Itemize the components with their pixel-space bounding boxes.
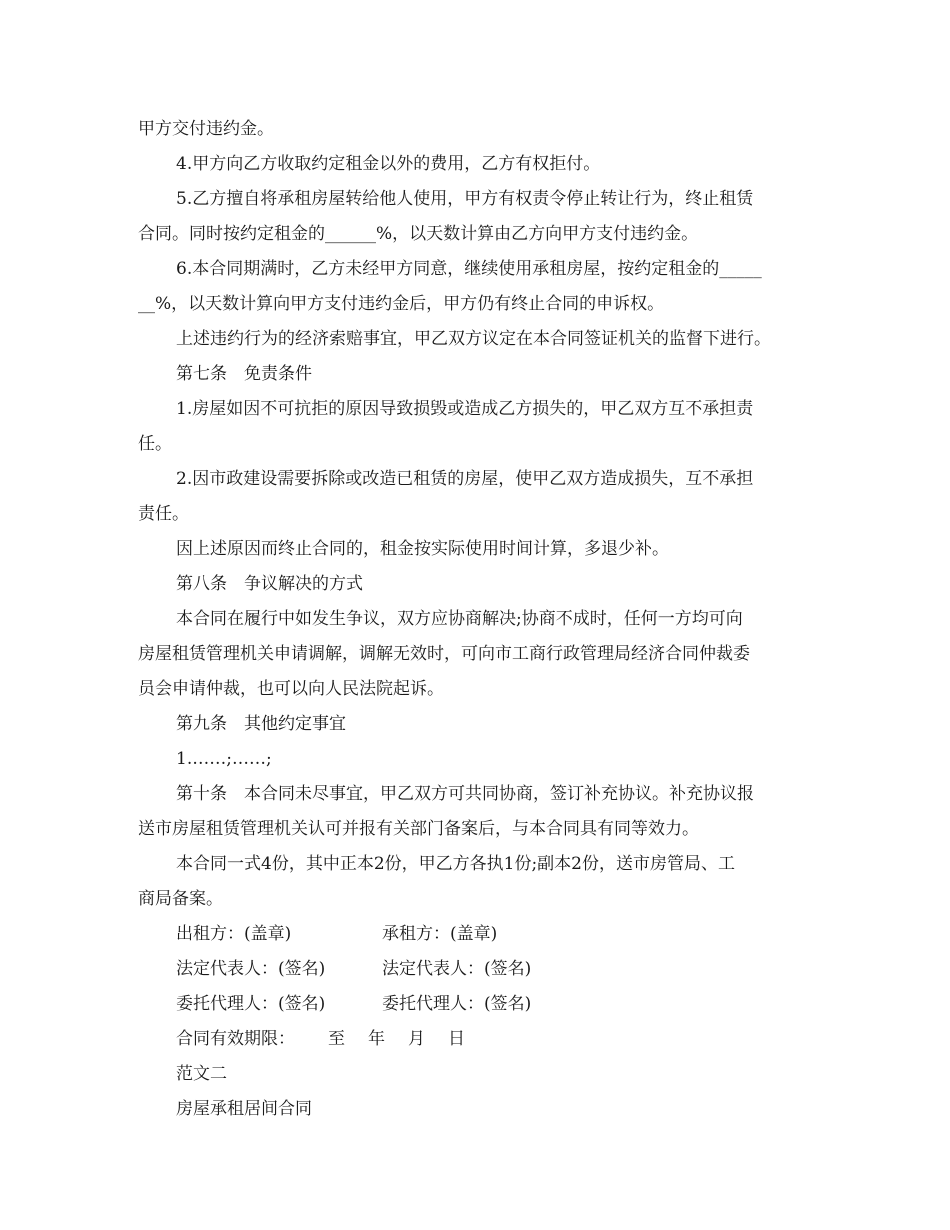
body-line: 员会申请仲裁，也可以向人民法院起诉。 <box>138 679 444 699</box>
clause-item: 1.……;……; <box>176 749 272 769</box>
lessor-agent-label: 委托代理人：(签名) <box>176 994 326 1014</box>
body-line: 合同。同时按约定租金的______%，以天数计算由乙方向甲方支付违约金。 <box>138 224 699 244</box>
signature-row-seal <box>176 923 876 945</box>
lessee-representative-label: 法定代表人：(签名) <box>382 959 532 979</box>
section-heading: 第九条 其他约定事宜 <box>176 714 346 734</box>
validity-label: 合同有效期限： <box>176 1029 295 1049</box>
body-paragraph: 上述违约行为的经济索赔事宜，甲乙双方议定在本合同签证机关的监督下进行。 <box>176 329 771 349</box>
body-line: 责任。 <box>138 504 189 524</box>
validity-row <box>176 1028 876 1050</box>
body-line: 送市房屋租赁管理机关认可并报有关部门备案后，与本合同具有同等效力。 <box>138 819 699 839</box>
clause-item: 2.因市政建设需要拆除或改造已租赁的房屋，使甲乙双方造成损失，互不承担 <box>176 469 754 489</box>
body-line: 商局备案。 <box>138 889 223 909</box>
lessee-agent-label: 委托代理人：(签名) <box>382 994 532 1014</box>
body-line: 房屋租赁管理机关申请调解，调解无效时，可向市工商行政管理局经济合同仲裁委 <box>138 644 750 664</box>
body-line: 甲方交付违约金。 <box>138 119 274 139</box>
body-line: __%，以天数计算向甲方支付违约金后，甲方仍有终止合同的申诉权。 <box>138 294 665 314</box>
body-paragraph: 因上述原因而终止合同的，租金按实际使用时间计算，多退少补。 <box>176 539 669 559</box>
validity-day: 日 <box>448 1029 465 1049</box>
signature-row-agent <box>176 993 876 1015</box>
validity-month: 月 <box>408 1029 425 1049</box>
lessor-representative-label: 法定代表人：(签名) <box>176 959 326 979</box>
lessor-seal-label: 出租方：(盖章) <box>176 924 292 944</box>
section-heading: 第十条 本合同未尽事宜，甲乙双方可共同协商，签订补充协议。补充协议报 <box>176 784 754 804</box>
validity-to: 至 <box>328 1029 345 1049</box>
section-heading: 第八条 争议解决的方式 <box>176 574 363 594</box>
signature-row-representative <box>176 958 876 980</box>
body-paragraph: 本合同一式4份，其中正本2份，甲乙方各执1份;副本2份，送市房管局、工 <box>176 854 735 874</box>
clause-item: 1.房屋如因不可抗拒的原因导致损毁或造成乙方损失的，甲乙双方互不承担责 <box>176 399 754 419</box>
body-paragraph: 本合同在履行中如发生争议，双方应协商解决;协商不成时，任何一方均可向 <box>176 609 743 629</box>
validity-year: 年 <box>368 1029 385 1049</box>
contract-title: 房屋承租居间合同 <box>176 1099 312 1119</box>
body-line: 任。 <box>138 434 172 454</box>
lessee-seal-label: 承租方：(盖章) <box>382 924 498 944</box>
clause-item: 4.甲方向乙方收取约定租金以外的费用，乙方有权拒付。 <box>176 154 601 174</box>
clause-item: 5.乙方擅自将承租房屋转给他人使用，甲方有权责令停止转让行为，终止租赁 <box>176 189 754 209</box>
sample-heading: 范文二 <box>176 1064 227 1084</box>
section-heading: 第七条 免责条件 <box>176 364 312 384</box>
clause-item: 6.本合同期满时，乙方未经甲方同意，继续使用承租房屋，按约定租金的_____ <box>176 259 762 279</box>
